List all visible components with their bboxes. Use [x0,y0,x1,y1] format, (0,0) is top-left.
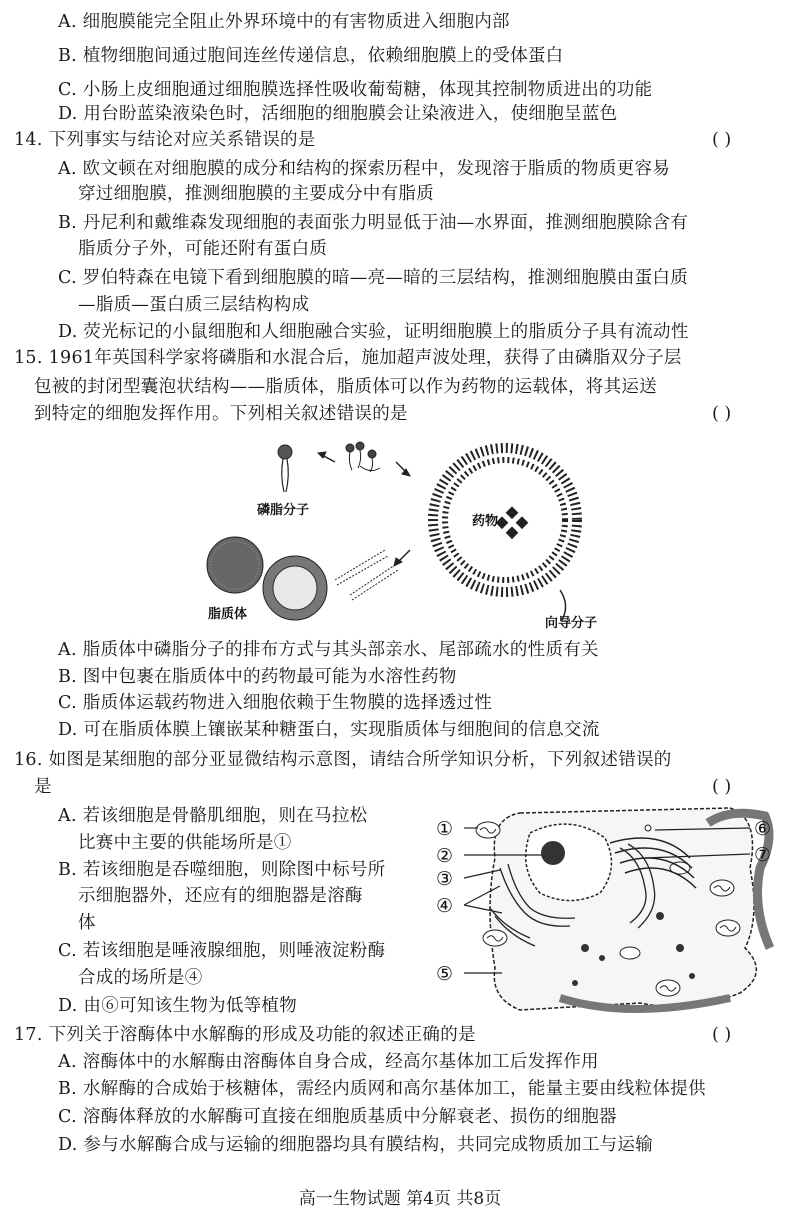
q17-option-b: B. 水解酶的合成始于核糖体，需经内质网和高尔基体加工，能量主要由线粒体提供 [58,1079,706,1099]
q15-stem-1: 15. 1961年英国科学家将磷脂和水混合后，施加超声波处理，获得了由磷脂双分子层 [14,348,682,368]
liposome-figure [200,430,630,630]
q15-option-c: C. 脂质体运载药物进入细胞依赖于生物膜的选择透过性 [58,693,493,713]
q16-option-d: D. 由⑥可知该生物为低等植物 [58,996,298,1016]
q16-option-a-cont: 比赛中主要的供能场所是① [78,833,292,853]
assembly-arrows [318,442,410,566]
q16-option-c-cont: 合成的场所是④ [78,968,203,988]
page-footer: 高一生物试题 第4页 共8页 [298,1189,502,1209]
phospholipid-molecule [278,445,292,492]
label-1: ① [436,818,454,840]
label-7: ⑦ [754,844,772,866]
q14-stem: 14. 下列事实与结论对应关系错误的是 [14,130,316,150]
label-3: ③ [436,868,454,890]
q14-option-a: A. 欧文顿在对细胞膜的成分和结构的探索历程中，发现溶于脂质的物质更容易 [58,159,671,179]
q16-stem-2: 是 [34,777,52,797]
label-guide-molecule: 向导分子 [545,616,598,630]
q16-option-b-cont: 示细胞器外，还应有的细胞器是溶酶 [78,886,363,906]
q16-answer-paren: ( ) [712,777,732,797]
label-liposome: 脂质体 [208,607,248,622]
q14-option-c: C. 罗伯特森在电镜下看到细胞膜的暗—亮—暗的三层结构，推测细胞膜由蛋白质 [58,268,688,288]
label-6: ⑥ [754,818,772,840]
q15-option-d: D. 可在脂质体膜上镶嵌某种糖蛋白，实现脂质体与细胞间的信息交流 [58,720,600,740]
q14-option-b-cont: 脂质分子外，可能还附有蛋白质 [78,239,328,259]
q15-stem-2: 包被的封闭型囊泡状结构——脂质体，脂质体可以作为药物的运载体，将其运送 [34,377,657,397]
q17-stem: 17. 下列关于溶酶体中水解酶的形成及功能的叙述正确的是 [14,1025,476,1045]
q16-option-c: C. 若该细胞是唾液腺细胞，则唾液淀粉酶 [58,941,386,961]
label-5: ⑤ [436,963,454,985]
q17-answer-paren: ( ) [712,1025,732,1045]
q15-answer-paren: ( ) [712,404,732,424]
q13-option-d: D. 用台盼蓝染液染色时，活细胞的细胞膜会让染液进入，使细胞呈蓝色 [58,104,618,124]
q15-option-a: A. 脂质体中磷脂分子的排布方式与其头部亲水、尾部疏水的性质有关 [58,640,599,660]
label-2: ② [436,845,454,867]
q17-option-a: A. 溶酶体中的水解酶由溶酶体自身合成，经高尔基体加工后发挥作用 [58,1052,599,1072]
nucleus [526,824,612,900]
q16-stem-1: 16. 如图是某细胞的部分亚显微结构示意图，请结合所学知识分析，下列叙述错误的 [14,750,672,770]
q14-option-c-cont: —脂质—蛋白质三层结构构成 [78,295,310,315]
label-phospholipid: 磷脂分子 [257,503,310,518]
q13-option-b: B. 植物细胞间通过胞间连丝传递信息，依赖细胞膜上的受体蛋白 [58,46,564,66]
q14-option-b: B. 丹尼利和戴维森发现细胞的表面张力明显低于油—水界面，推测细胞膜除含有 [58,213,689,233]
q13-option-c: C. 小肠上皮细胞通过细胞膜选择性吸收葡萄糖，体现其控制物质进出的功能 [58,80,653,100]
q16-option-b: B. 若该细胞是吞噬细胞，则除图中标号所 [58,860,386,880]
q14-answer-paren: ( ) [712,130,732,150]
bilayer-fragment [335,550,398,600]
liposome-large [433,448,577,620]
label-drug: 药物 [472,514,499,529]
q17-option-d: D. 参与水解酶合成与运输的细胞器均具有膜结构，共同完成物质加工与运输 [58,1135,654,1155]
q16-option-b-cont2: 体 [78,913,96,933]
label-4: ④ [436,895,454,917]
q14-option-d: D. 荧光标记的小鼠细胞和人细胞融合实验，证明细胞膜上的脂质分子具有流动性 [58,322,689,342]
cell-structure-figure [430,798,790,1020]
q14-option-a-cont: 穿过细胞膜，推测细胞膜的主要成分中有脂质 [78,184,434,204]
q13-option-a: A. 细胞膜能完全阻止外界环境中的有害物质进入细胞内部 [58,12,510,32]
q17-option-c: C. 溶酶体释放的水解酶可直接在细胞质基质中分解衰老、损伤的细胞器 [58,1107,617,1127]
q15-stem-3: 到特定的细胞发挥作用。下列相关叙述错误的是 [34,404,408,424]
q16-option-a: A. 若该细胞是骨骼肌细胞，则在马拉松 [58,806,368,826]
q15-option-b: B. 图中包裹在脂质体中的药物最可能为水溶性药物 [58,667,457,687]
